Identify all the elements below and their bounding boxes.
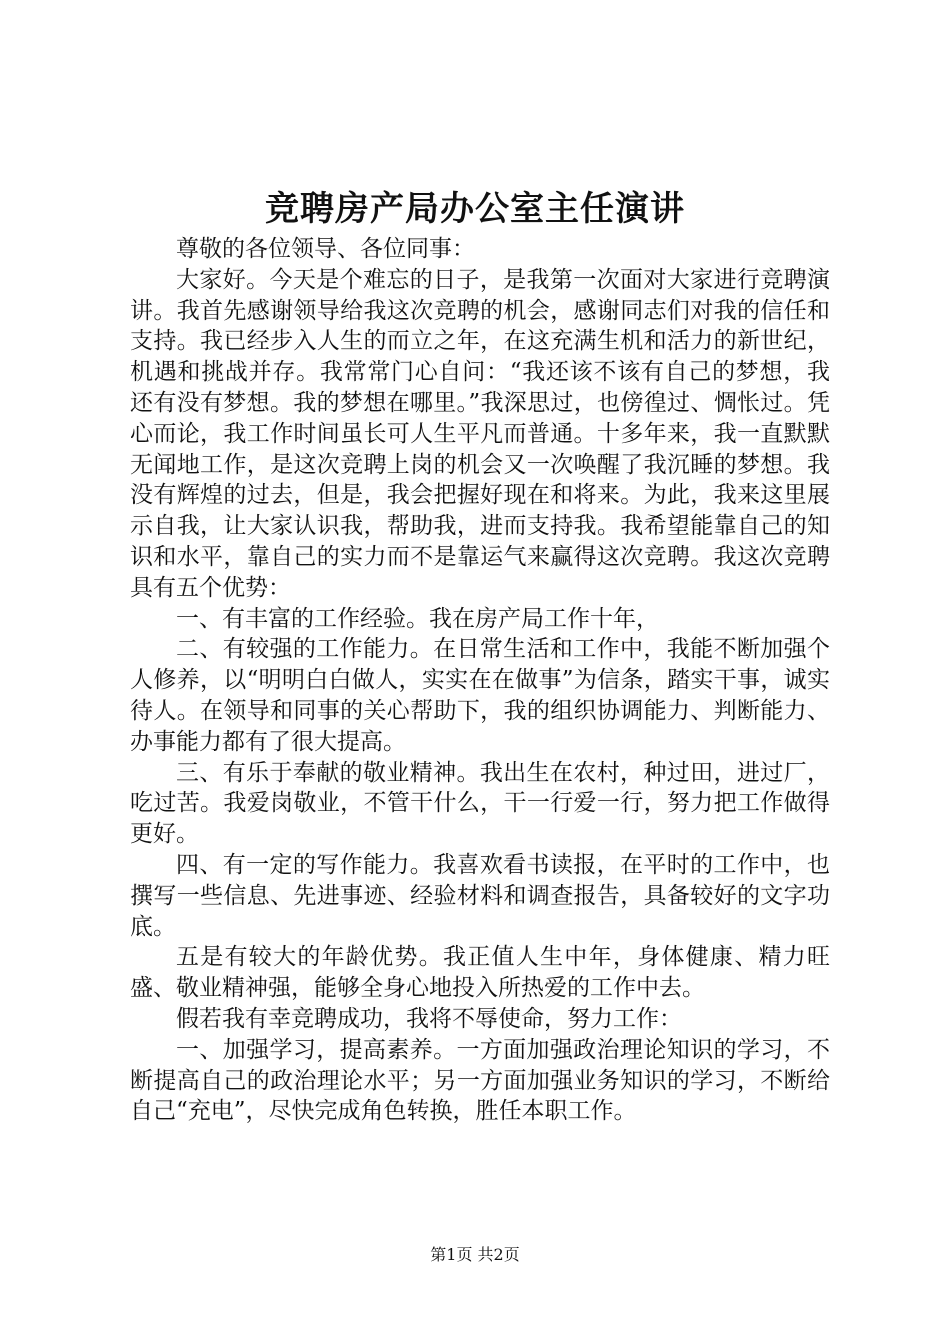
paragraph-introduction: 大家好。今天是个难忘的日子，是我第一次面对大家进行竞聘演讲。我首先感谢领导给我这次竞聘的机会，感谢同志们对我的信任和支持。我已经步入人生的而立之年，在这充满生机和活力的新世纪，机遇和挑战并存。我常常门心自问：“我还该不该有自己的梦想，我还有没有梦想。我的梦想在哪里。”我深思过，也傍徨过、惆怅过。凭心而论，我工作时间虽长可人生平凡而普通。十多年来，我一直默默无闻地工作，是这次竞聘上岗的机会又一次唤醒了我沉睡的梦想。我没有辉煌的过去，但是，我会把握好现在和将来。为此，我来这里展示自我，让大家认识我，帮助我，进而支持我。我希望能靠自己的知识和水平，靠自己的实力而不是靠运气来赢得这次竞聘。我这次竞聘具有五个优势： xyxy=(130,266,830,601)
paragraph-advantage-5: 五是有较大的年龄优势。我正值人生中年，身体健康、精力旺盛、敬业精神强，能够全身心地投入所热爱的工作中去。 xyxy=(130,944,830,1002)
paragraph-commitment-intro: 假若我有幸竞聘成功，我将不辱使命，努力工作： xyxy=(176,1005,682,1032)
paragraph-advantage-3: 三、有乐于奉献的敬业精神。我出生在农村，种过田，进过厂，吃过苦。我爱岗敬业，不管干什么，干一行爱一行，努力把工作做得更好。 xyxy=(130,759,830,848)
paragraph-commitment-1: 一、加强学习，提高素养。一方面加强政治理论知识的学习，不断提高自己的政治理论水平；另一方面加强业务知识的学习，不断给自己“充电”，尽快完成角色转换，胜任本职工作。 xyxy=(130,1036,830,1125)
page-number-footer: 第1页 共2页 xyxy=(430,1245,520,1264)
paragraph-advantage-1: 一、有丰富的工作经验。我在房产局工作十年， xyxy=(176,605,659,632)
paragraph-advantage-4: 四、有一定的写作能力。我喜欢看书读报，在平时的工作中，也撰写一些信息、先进事迹、经验材料和调查报告，具备较好的文字功底。 xyxy=(130,851,830,940)
document-title: 竞聘房产局办公室主任演讲 xyxy=(265,189,685,229)
paragraph-advantage-2: 二、有较强的工作能力。在日常生活和工作中，我能不断加强个人修养，以“明明白白做人，实实在在做事”为信条，踏实干事，诚实待人。在领导和同事的关心帮助下，我的组织协调能力、判断能力、办事能力都有了很大提高。 xyxy=(130,636,830,755)
document-body xyxy=(130,234,830,1127)
paragraph-salutation: 尊敬的各位领导、各位同事： xyxy=(176,236,475,262)
